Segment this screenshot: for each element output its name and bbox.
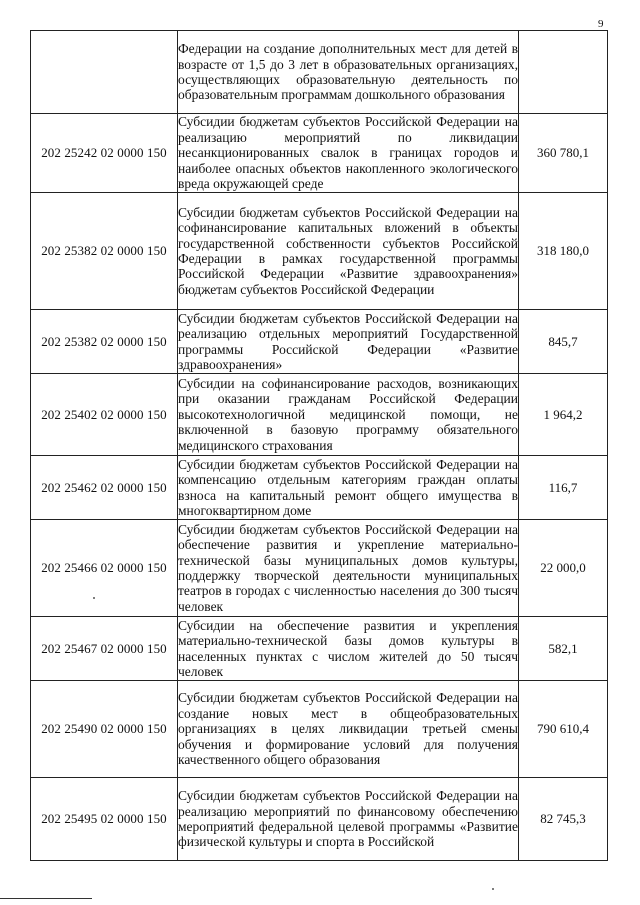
amount-cell: 318 180,0 xyxy=(519,193,608,310)
budget-code-cell: 202 25466 02 0000 150 xyxy=(31,520,178,617)
budget-code-cell: 202 25495 02 0000 150 xyxy=(31,778,178,861)
amount-cell: 790 610,4 xyxy=(519,681,608,778)
table-row xyxy=(31,456,608,520)
budget-code-cell: 202 25462 02 0000 150 xyxy=(31,456,178,520)
description-cell: Субсидии на софинансирование расходов, возникающих при оказании гражданам Российской Федерации высокотехнологичной медицинской помощи, не включенной в базовую программу обязательного медицинского страхования xyxy=(178,374,519,456)
amount-cell xyxy=(519,31,608,114)
budget-code-cell: 202 25382 02 0000 150 xyxy=(31,310,178,374)
description-cell: Субсидии бюджетам субъектов Российской Федерации на компенсацию отдельным категориям граждан оплаты взноса на капитальный ремонт общего имущества в многоквартирном доме xyxy=(178,456,518,518)
description-cell: Федерации на создание дополнительных мест для детей в возрасте от 1,5 до 3 лет в образовательных организациях, осуществляющих образовательную деятельность по образовательным программам дошкольного образования xyxy=(178,31,519,114)
scan-edge-line xyxy=(0,898,92,899)
table-row xyxy=(31,114,608,193)
table-row xyxy=(31,778,608,861)
budget-table xyxy=(30,30,608,861)
budget-code-cell: 202 25467 02 0000 150 xyxy=(31,617,178,681)
table-row xyxy=(31,520,608,617)
description-cell: Субсидии бюджетам субъектов Российской Федерации на реализацию отдельных мероприятий Государственной программы Российской Федерации «Развитие здравоохранения» xyxy=(178,310,518,372)
budget-code-cell: 202 25402 02 0000 150 xyxy=(31,374,178,456)
page-number: 9 xyxy=(598,18,604,30)
table-row xyxy=(31,617,608,681)
budget-code-cell: 202 25382 02 0000 150 xyxy=(31,193,178,310)
budget-code-cell: 202 25242 02 0000 150 xyxy=(31,114,178,193)
amount-cell: 845,7 xyxy=(519,310,608,374)
table-row xyxy=(31,374,608,456)
description-cell: Субсидии бюджетам субъектов Российской Федерации на реализацию мероприятий по ликвидации несанкционированных свалок в границах городов и наиболее опасных объектов накопленного экологического вреда окружающей среде xyxy=(178,114,518,192)
description-cell: Субсидии бюджетам субъектов Российской Федерации на обеспечение развития и укрепление материально-технической базы муниципальных домов культуры, поддержку творческой деятельности муниципальных театров в городах с численностью населения до 300 тысяч человек xyxy=(178,520,519,617)
budget-code-cell xyxy=(31,31,178,114)
description-cell: Субсидии на обеспечение развития и укрепления материально-технической базы домов культуры в населенных пунктах с числом жителей до 50 тысяч человек xyxy=(178,617,518,679)
table-row xyxy=(31,193,608,310)
budget-code-cell: 202 25490 02 0000 150 xyxy=(31,681,178,778)
amount-cell: 582,1 xyxy=(519,617,608,681)
table-row xyxy=(31,310,608,374)
amount-cell: 360 780,1 xyxy=(519,114,608,193)
description-cell: Субсидии бюджетам субъектов Российской Федерации на реализацию мероприятий по финансовому обеспечению мероприятий федеральной целевой программы «Развитие физической культуры и спорта в Российской xyxy=(178,778,519,861)
description-cell: Субсидии бюджетам субъектов Российской Федерации на создание новых мест в общеобразовательных организациях в целях ликвидации третьей смены обучения и формирование условий для получения качественного общего образования xyxy=(178,681,519,778)
amount-cell: 22 000,0 xyxy=(519,520,608,617)
description-cell: Субсидии бюджетам субъектов Российской Федерации на софинансирование капитальных вложений в объекты государственной собственности субъектов Российской Федерации в рамках государственной программы Российской Федерации «Развитие здравоохранения» бюджетам субъектов Российской Федерации xyxy=(178,193,519,310)
scan-speck xyxy=(492,888,494,890)
table-row xyxy=(31,681,608,778)
amount-cell: 116,7 xyxy=(519,456,608,520)
scan-speck xyxy=(93,597,95,599)
amount-cell: 82 745,3 xyxy=(519,778,608,861)
amount-cell: 1 964,2 xyxy=(519,374,608,456)
table-row xyxy=(31,31,608,114)
